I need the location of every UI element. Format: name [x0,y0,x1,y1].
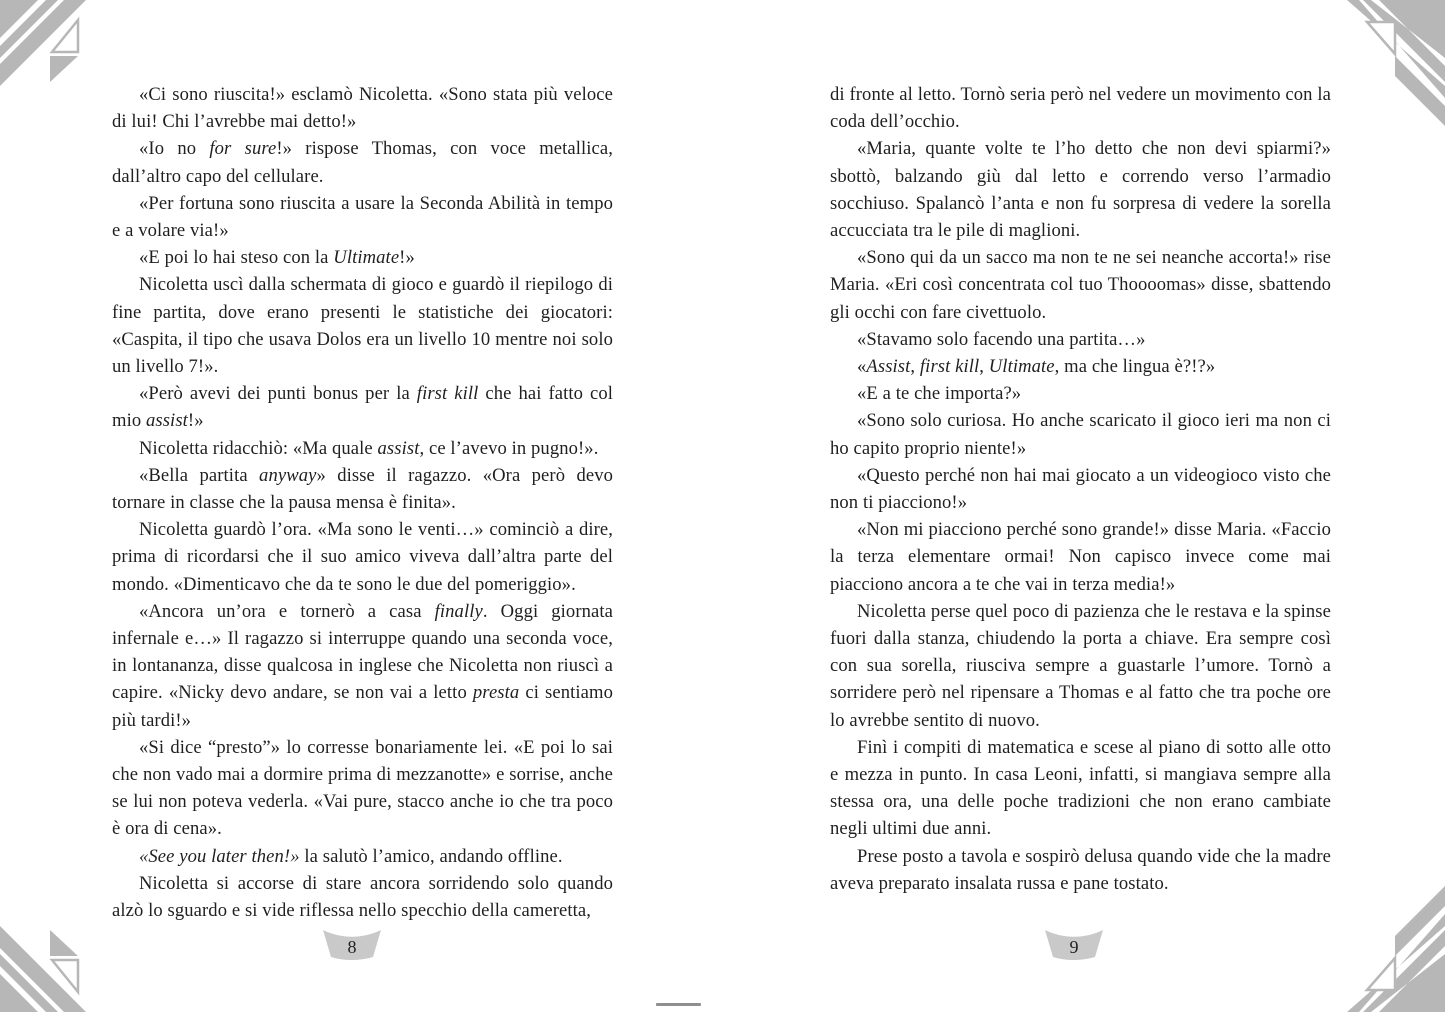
page-number-right: 9 [1069,937,1079,957]
text-run: « [857,356,867,378]
text-run: » disse il ragazzo. «Ora però devo tornare in classe che la pausa mensa è finita». [112,464,614,514]
italic-run: assist [377,437,420,459]
italic-run: «See you later then!» [139,845,300,867]
italic-run: Assist [866,356,911,378]
text-run: «E a te che importa?» [857,383,1022,405]
paragraph [830,244,1331,326]
text-run: , [979,356,989,378]
text-run: la salutò l’amico, andando offline. [299,845,563,867]
text-run: Finì i compiti di matematica e scese al piano di sotto alle otto e mezza in punto. In casa Leoni, infatti, si mangiava sempre alla stessa ora, una delle poche tradizioni che non erano cambiate negli ultimi due anni. [830,736,1331,840]
text-run: «Sono qui da un sacco ma non te ne sei neanche accorta!» rise Maria. «Eri così concentrata col tuo Thoooomas» disse, sbattendo gli occhi con fare civettuolo. [830,247,1331,323]
paragraph [112,81,613,135]
text-run: «Sono solo curiosa. Ho anche scaricato il gioco ieri ma non ci ho capito proprio niente!» [830,410,1331,459]
paragraph [112,734,613,843]
paragraph [112,516,613,598]
italic-run: presta [472,682,520,704]
paragraph [112,462,613,516]
italic-run: finally [434,600,483,622]
italic-run: Ultimate [988,356,1055,378]
paragraph [112,244,613,271]
paragraph [830,326,1331,353]
text-run: !» [187,410,204,432]
page-number-left: 8 [347,937,357,957]
paragraph [112,190,613,244]
text-run: «Stavamo solo facendo una partita…» [857,328,1146,350]
paragraph [830,734,1331,843]
paragraph [112,435,613,462]
text-run: che hai fatto col mio [112,383,614,432]
paragraph [830,516,1331,598]
text-run: «Maria, quante volte te l’ho detto che non devi spiarmi?» sbottò, balzando giù dal letto e correndo verso l’armadio socchiuso. Spalancò l’anta e non fu sorpresa di vedere la sorella accucciata tra le pile di maglioni. [830,138,1331,242]
paragraph [112,598,613,734]
paragraph [830,353,1331,380]
text-run: !» [399,247,415,269]
text-run: «Questo perché non hai mai giocato a un videogioco visto che non ti piacciono!» [830,464,1331,514]
text-run: «Ci sono riuscita!» esclamò Nicoletta. «Sono stata più veloce di lui! Chi l’avrebbe mai detto!» [112,84,613,133]
italic-run: first kill [919,356,980,378]
text-run: «E poi lo hai steso con la [139,247,334,269]
paragraph [112,843,613,870]
text-run: Nicoletta ridacchiò: «Ma quale [139,437,378,459]
bottom-center-mark [656,1003,701,1006]
paragraph [830,462,1331,516]
text-run: Nicoletta si accorse di stare ancora sorridendo solo quando alzò lo sguardo e si vide riflessa nello specchio della cameretta, [112,872,613,922]
text-run: Nicoletta uscì dalla schermata di gioco e guardò il riepilogo di fine partita, dove erano presenti le statistiche dei giocatori: «Caspita, il tipo che usava Dolos era un livello 10 mentre noi solo un livello 7!». [112,274,613,378]
italic-run: Ultimate [333,247,400,269]
italic-run: first kill [416,383,479,405]
paragraph [112,380,613,434]
paragraph [830,598,1331,734]
text-run: Nicoletta perse quel poco di pazienza che le restava e la spinse fuori dalla stanza, chiudendo la porta a chiave. Era sempre così con sua sorella, riusciva sempre a guastarle l’umore. Tornò a sorridere però nel ripensare a Thomas e al fatto che tra poche ore lo avrebbe sentito di nuovo. [830,600,1331,731]
text-run: . Oggi giornata infernale e…» Il ragazzo si interruppe quando una seconda voce, in lontananza, disse qualcosa in inglese che Nicoletta non riuscì a capire. «Nicky devo andare, se non vai a letto [112,600,613,704]
page-number-banner-left [323,929,381,961]
text-run: , [910,356,920,378]
paragraph [112,135,613,189]
text-run: , ce l’avevo in pugno!». [419,437,599,459]
text-run: Nicoletta guardò l’ora. «Ma sono le venti…» cominciò a dire, prima di ricordarsi che il suo amico viveva dall’altra parte del mondo. «Dimenticavo che da te sono le due del pomeriggio». [112,519,613,595]
text-run: «Io no [139,138,210,160]
text-run: «Per fortuna sono riuscita a usare la Seconda Abilità in tempo e a volare via!» [112,192,613,242]
paragraph [830,81,1331,135]
page-left-text [112,81,613,924]
text-run: , ma che lingua è?!?» [1054,356,1216,378]
text-run: «Bella partita [139,464,260,486]
text-run: «Ancora un’ora e tornerò a casa [139,600,435,622]
text-run: «Si dice “presto”» lo corresse bonariamente lei. «E poi lo sai che non vado mai a dormire prima di mezzanotte» e sorrise, anche se lui non poteva vederla. «Vai pure, stacco anche io che tra poco è ora di cena». [112,736,613,840]
paragraph [830,843,1331,897]
paragraph [830,135,1331,244]
text-run: di fronte al letto. Tornò seria però nel vedere un movimento con la coda dell’occhio. [830,84,1331,133]
text-run: «Però avevi dei punti bonus per la [139,383,417,405]
text-run: Prese posto a tavola e sospirò delusa quando vide che la madre aveva preparato insalata russa e pane tostato. [830,845,1331,894]
text-run: ci sentiamo più tardi!» [112,682,613,731]
paragraph [112,870,613,924]
paragraph [112,271,613,380]
italic-run: for sure [209,138,277,160]
italic-run: anyway [259,464,317,486]
page-number-banner-right [1045,929,1103,961]
text-run: «Non mi piacciono perché sono grande!» disse Maria. «Faccio la terza elementare ormai! Non capisco invece come mai piacciono ancora a te che vai in terza media!» [830,519,1331,595]
italic-run: assist [145,410,188,432]
paragraph [830,380,1331,407]
page-right-text [830,81,1331,897]
text-run: !» rispose Thomas, con voce metallica, dall’altro capo del cellulare. [112,138,613,187]
paragraph [830,407,1331,461]
